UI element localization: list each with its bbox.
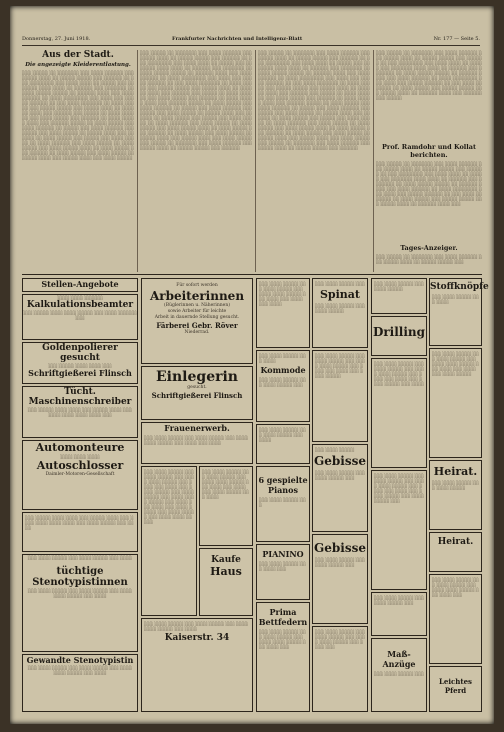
ad-automonteure: Automonteure ░░░░ ░░░░ ░░░░ Autoschlosser Daimler-Motoren-Gesellschaft xyxy=(22,440,138,510)
column-rule xyxy=(255,50,256,272)
ad-gebisse-1: ░░░ ░░░░ ░░░░░ Gebisse ░░░ ░░░░ ░░░░░ ░░░ ░░░░ ░░░░░ ░░░ xyxy=(312,444,368,532)
article-subtitle: Die angezeigte Kleiderentlastung. xyxy=(25,62,131,68)
ad-mass-anzuege: Maß-Anzüge ░░░ ░░░░ ░░░░░ ░░░ xyxy=(371,638,427,712)
ad-einlegerin: Einlegerin gesucht. Schriftgießerei Flinsch xyxy=(141,366,253,420)
ad-small-d1: ░░░ ░░░░ ░░░░░ ░░░ ░░░░ ░░░░░ ░░░ ░░░░ ░░░░ ░░░░░ ░░░ ░░░░ ░░░ ░░░░ ░░░ ░░░░ ░░░░░ xyxy=(312,350,368,442)
ad-arbeiterinnen: Für sofort werden Arbeiterinnen (Büglerinnen u. Näherinnen) sowie Arbeiter für leichte Arbeit in dauernde Stellung gesucht. Färberei Gebr. Röver Niederrad. xyxy=(141,278,253,364)
ad-heirat-2: Heirat. xyxy=(429,532,482,572)
ad-small-c2: ░░░ ░░░░ ░░░░░ ░░░ ░░░░ ░░░░░ ░░░ ░░░░ xyxy=(256,424,310,464)
ad-gebisse-2: Gebisse ░░░ ░░░░ ░░░░░ ░░░ ░░░░ ░░░░░ ░░░ xyxy=(312,534,368,624)
ad-heirat-1: Heirat. ░░░ ░░░░ ░░░░░ ░░░ ░░░░ ░░░░░ xyxy=(429,460,482,530)
ad-small-e2: ░░░ ░░░░ ░░░░░ ░░░ ░░░░ ░░░░░ ░░░ ░░░░ ░░░░ ░░░░░ ░░░ ░░░░ ░░░ ░░░░ ░░░ ░░░░ ░░░░░ ░░░ ░░░░ xyxy=(371,358,427,468)
ad-stoffknoepfe: Stoffknöpfe ░░░ ░░░░ ░░░░░ ░░░ ░░░░ xyxy=(429,278,482,346)
ad-small-e1: ░░░ ░░░░ ░░░░░ ░░░ ░░░░ ░░░░░ xyxy=(371,278,427,314)
ad-spinat: ░░░ ░░░░ ░░░░░ ░░░ Spinat ░░░ ░░░░ ░░░░░ ░░░ ░░░░ ░░░░░ xyxy=(312,278,368,348)
section-rule xyxy=(22,274,482,275)
ad-small-list-2: ░░░ ░░░░ ░░░░░ ░░░ ░░░░ ░░░░░ ░░░ ░░░░ ░░░░ ░░░░░ ░░░ ░░░░ ░░░ ░░░░ ░░░ ░░░░ ░░░░░ ░░░ ░░░░ xyxy=(199,466,253,546)
ad-pferd: Leichtes Pferd xyxy=(429,666,482,712)
article-body: ░░░ ░░░░░ ░░ ░░░░░░░ ░░░ ░░░░ ░░░░░░ ░░░ ░░░░░ ░░░░ ░░ ░░░░░ ░░░░░ ░░░ ░░░░░░ ░░ ░░░ ░░░░░░░░ ░░░ ░░░░ ░░░░ ░░ ░░░░░ ░░░ ░░░░░░░ ░░░░ ░░░░ ░░ ░░░░░░ ░░░ ░░░░░░░ ░░ ░░░░ ░░░░░ ░░░░░ ░░ ░░░░░░ ░░░░ ░░░ ░░░░ ░░░░░░ ░░ ░░░░ ░░░░░░░░ ░░░ ░░░░ ░░░ ░░░░░ ░░░░░░ ░░ ░░░ ░░░░ ░░░░░░░ ░░ ░░░░ ░░░░░ ░░░ ░░░░░ ░░░░░ ░░░ ░░░░░ ░░░░ ░░ ░░░░░░ ░░░░ ░░░ ░░░░░░ ░░░ ░░░░░ ░░ ░░░░ ░░░░░░ ░░░ ░░░░ ░░░░░ ░░░ ░░░░░░ ░░ ░░░░ ░░░░░ ░░░░ ░░░ ░░░░░░ ░░░░░ ░░ ░░░░ ░░░░░ ░░░ ░░░░ ░░░░░░ ░░ ░░░░░ ░░░ ░░░░ ░░░░░░ ░░░ ░░░░░ ░░░ ░░░░ ░░░░░ ░░ ░░░░░ ░░░░ ░░░ ░░░░░░ ░░ ░░░░ ░░░░░ ░░░ ░░░░░ ░░░ ░░░░ ░░░░░ ░░ ░░░░ ░░░░░░ ░░░ ░░░░ ░░░░░ ░░ ░░░░ ░░░░░ ░░░ ░░░░ ░░░░░ ░░░░ ░░ ░░░░ ░░░░░ ░░░ ░░░░░░ ░░ ░░░░ ░░░░░ ░░░ ░░░░ ░░░░░ ░░ ░░░░░ ░░░░ ░░░ ░░░░░ ░░░░ ░░░ ░░░░ ░░░░░ xyxy=(22,70,134,160)
ad-kaiserstr: ░░░ ░░░░ ░░░░░ ░░░ ░░░░ ░░░░░ ░░░ ░░░░ ░░░░ ░░░░░ ░░░ ░░░░ Kaiserstr. 34 xyxy=(141,618,253,712)
ad-small-e4: ░░░ ░░░░ ░░░░░ ░░░ ░░░░ ░░░░░ ░░░ xyxy=(371,592,427,636)
column-2 xyxy=(140,50,252,272)
article-body: ░░░ ░░░░░ ░░ ░░░░░░░ ░░░ ░░░░ ░░░░░░ ░░░ ░░░░░ ░░░░ ░░ ░░░░░ ░░░░░ ░░░ ░░░░░░ ░░ ░░░ ░░░░░░░░ ░░░ ░░░░ ░░░░ ░░ ░░░░░ ░░░ ░░░░░░░ ░░░░ ░░░░ ░░ ░░░░░░ ░░░ ░░░░░░░ ░░ ░░░░ ░░░░░ ░░░░░ ░░ ░░░░░░ ░░░░ ░░░ ░░░░ ░░░░░░ ░░ ░░░░ ░░░░░░░░ ░░░ ░░░░ ░░░ ░░░░░ ░░░░░░ ░░ ░░░ ░░░░ ░░░░░░░ ░░ ░░░░ ░░░░░ ░░░ ░░░░░ ░░░░░ ░░░ ░░░░░ ░░░░ ░░ ░░░░░░ ░░░░ ░░░ ░░░░░░ ░░░ ░░░░░ xyxy=(376,50,482,100)
article-body: ░░░ ░░░░░ ░░ ░░░░░░░ ░░░ ░░░░ ░░░░░░ ░░░ ░░░░░ ░░░░ ░░ ░░░░░ ░░░░░ ░░░ ░░░░░░ ░░ ░░░ ░░░░░░░░ ░░░ ░░░░ ░░░░ ░░ ░░░░░ ░░░ ░░░░░░░ ░░░░ ░░░░ ░░ ░░░░░░ ░░░ ░░░░░░░ ░░ ░░░░ ░░░░░ ░░░░░ ░░ ░░░░░░ ░░░░ ░░░ ░░░░ ░░░░░░ ░░ ░░░░ ░░░░░░░░ ░░░ ░░░░ ░░░ ░░░░░ ░░░░░░ ░░ ░░░ ░░░░ ░░░░░░░ ░░ ░░░░ ░░░░░ ░░░ ░░░░░ ░░░░░ ░░░ ░░░░░ ░░░░ ░░ ░░░░░░ ░░░░ ░░░ ░░░░░░ ░░░ ░░░░░ ░░ ░░░░ ░░░░░░ ░░░ ░░░░ ░░░░░ ░░░ ░░░░░░ ░░ ░░░░ ░░░░░ ░░░░ ░░░ ░░░░░░ ░░░░░ ░░ ░░░░ ░░░░░ ░░░ ░░░░ ░░░░░░ ░░ ░░░░░ ░░░ ░░░░ ░░░░░░ ░░░ ░░░░░ ░░░ ░░░░ ░░░░░ ░░ ░░░░░ ░░░░ ░░░ ░░░░░░ ░░ ░░░░ ░░░░░ ░░░ ░░░░░ ░░░ ░░░░ ░░░░░ ░░ ░░░░ ░░░░░░ ░░░ ░░░░ ░░░░░ ░░ ░░░░ ░░░░░ ░░░ ░░░░ ░░░░░ ░░░░ ░░ ░░░░ ░░░░░ ░░░ ░░░░░░ ░░ ░░░░ ░░░░░ ░░░ ░░░░ ░░░░░ ░░ ░░░░░ ░░░░ ░░░ ░░░░░ ░░░░ ░░░ ░░░░ ░░░░░ ░░░ ░░░░░ ░░ ░░░░░░░ ░░░ ░░░░ ░░░░░░ ░░░ ░░░░░ ░░░░ ░░ ░░░░░ ░░░░░ ░░░ ░░░░░░ xyxy=(140,50,252,150)
ad-maschinenschreiber: Tücht. Maschinenschreiber ░░░ ░░░░░ ░░░░ ░░░░ ░░░ ░░░░░ ░░░░ ░░░ ░░░░ ░░░░ ░░░░ ░░░░ ░░░ xyxy=(22,386,138,438)
ad-small-1: ░░░ ░░░░░ ░░░░ ░░░░ ░░░ ░░░░░ ░░░░ ░░░ ░░░░ ░░░░ ░░░░ ░░░░ ░░░ ░░░░ ░░░░░ ░░░ ░░░░ xyxy=(22,512,138,552)
article-title: Prof. Ramdohr und Kollat berichten. xyxy=(382,143,476,159)
article-title: Aus der Stadt. xyxy=(42,50,114,60)
column-1 xyxy=(22,50,134,272)
ad-frauenerwerb: Frauenerwerb. ░░░ ░░░░ ░░░░░ ░░░ ░░░░ ░░░░░ ░░░ ░░░░ ░░░░ ░░░░░ ░░░ ░░░░ ░░░ ░░░░ xyxy=(141,422,253,464)
masthead: Frankfurter Nachrichten und Intelligenz-Blatt xyxy=(172,36,303,42)
ad-kalkulation: ░░░░ ░░░░ ░░░░░░ Kalkulationsbeamter ░░░ ░░░░░ ░░░░ ░░░░ ░░░░░ ░░░ ░░░░ ░░░░░░ ░░░ xyxy=(22,294,138,340)
ad-small-e3: ░░░ ░░░░ ░░░░░ ░░░ ░░░░ ░░░░░ ░░░ ░░░░ ░░░░ ░░░░░ ░░░ ░░░░ ░░░ ░░░░ ░░░ ░░░░ ░░░░░ ░░░ ░░░░ ░░░░░ ░░░ xyxy=(371,470,427,590)
newspaper-page xyxy=(10,6,494,724)
ad-small-f1: ░░░ ░░░░ ░░░░░ ░░░ ░░░░ ░░░░░ ░░░ ░░░░ ░░░░ ░░░░░ ░░░ ░░░░ ░░░ ░░░░ ░░░ ░░░░ ░░░░░ xyxy=(429,348,482,458)
column-rule xyxy=(373,50,374,272)
ad-stellen: Stellen-Angebote xyxy=(22,278,138,292)
article-body: ░░░ ░░░░░ ░░ ░░░░░░░ ░░░ ░░░░ ░░░░░░ ░░░ ░░░░░ ░░░░ ░░ ░░░░░ ░░░░░ ░░░ xyxy=(376,254,482,264)
ad-stenotypistinnen: ░░░ ░░░░ ░░░░░ ░░░ ░░░░ ░░░░░ ░░░ ░░░░ tüchtige Stenotypistinnen ░░░ ░░░░ ░░░░░ ░░░ ░░░░ ░░░░░ ░░░ ░░░░ ░░░░ ░░░░░ ░░░ ░░░░ xyxy=(22,554,138,652)
column-4 xyxy=(376,50,482,272)
ad-kaufe: Kaufe Haus xyxy=(199,548,253,616)
ad-small-c1: ░░░ ░░░░ ░░░░░ ░░░ ░░░░ ░░░░░ ░░░ ░░░░ ░░░░ ░░░░░ ░░░ ░░░░ ░░░ ░░░░ ░░░ ░░░░ xyxy=(256,278,310,348)
ad-bettfedern: Prima Bettfedern ░░░ ░░░░ ░░░░░ ░░░ ░░░░ ░░░░░ ░░░ ░░░░ ░░░░ ░░░░░ ░░░ ░░░░ ░░░ xyxy=(256,602,310,712)
ad-pianino: PIANINO ░░░ ░░░░ ░░░░░ ░░░ ░░░░ ░░░ xyxy=(256,544,310,600)
page-header xyxy=(22,36,480,46)
ad-small-f2: ░░░ ░░░░ ░░░░░ ░░░ ░░░░ ░░░░░ ░░░ ░░░░ ░░░░ ░░░░░ ░░░ ░░░░ ░░░ xyxy=(429,574,482,664)
ad-kommode: ░░░ ░░░░ ░░░░░ ░░░ ░░░░ Kommode ░░░ ░░░░ ░░░░░ ░░░ ░░░░ ░░░░░ ░░░ xyxy=(256,350,310,422)
article-body: ░░░ ░░░░░ ░░ ░░░░░░░ ░░░ ░░░░ ░░░░░░ ░░░ ░░░░░ ░░░░ ░░ ░░░░░ ░░░░░ ░░░ ░░░░░░ ░░ ░░░ ░░░░░░░░ ░░░ ░░░░ ░░░░ ░░ ░░░░░ ░░░ ░░░░░░░ ░░░░ ░░░░ ░░ ░░░░░░ ░░░ ░░░░░░░ ░░ ░░░░ ░░░░░ ░░░░░ ░░ ░░░░░░ ░░░░ ░░░ ░░░░ ░░░░░░ ░░ ░░░░ ░░░░░░░░ ░░░ ░░░░ ░░░ ░░░░░ ░░░░░░ ░░ ░░░ ░░░░ ░░░░░░░ ░░ ░░░░ ░░░░░ ░░░ ░░░░░ ░░░░░ ░░░ ░░░░░ ░░░░ ░░ ░░░░░░ ░░░░ ░░░ xyxy=(376,161,482,206)
page-number: Nr. 177 — Seite 5. xyxy=(433,36,480,42)
ad-small-list-1: ░░░ ░░░░ ░░░░░ ░░░ ░░░░ ░░░░░ ░░░ ░░░░ ░░░░ ░░░░░ ░░░ ░░░░ ░░░ ░░░░ ░░░ ░░░░ ░░░░░ ░░░ ░░░░ ░░░░░ ░░░ ░░░░ ░░░░ ░░░░░ ░░░ ░░░░ ░░░ ░░░░ ░░░ ░░░░ ░░░░░ ░░░ ░░░░ ░░░░░ ░░░ ░░░░ ░░░░ ░░░░░ xyxy=(141,466,197,616)
article-body: ░░░ ░░░░░ ░░ ░░░░░░░ ░░░ ░░░░ ░░░░░░ ░░░ ░░░░░ ░░░░ ░░ ░░░░░ ░░░░░ ░░░ ░░░░░░ ░░ ░░░ ░░░░░░░░ ░░░ ░░░░ ░░░░ ░░ ░░░░░ ░░░ ░░░░░░░ ░░░░ ░░░░ ░░ ░░░░░░ ░░░ ░░░░░░░ ░░ ░░░░ ░░░░░ ░░░░░ ░░ ░░░░░░ ░░░░ ░░░ ░░░░ ░░░░░░ ░░ ░░░░ ░░░░░░░░ ░░░ ░░░░ ░░░ ░░░░░ ░░░░░░ ░░ ░░░ ░░░░ ░░░░░░░ ░░ ░░░░ ░░░░░ ░░░ ░░░░░ ░░░░░ ░░░ ░░░░░ ░░░░ ░░ ░░░░░░ ░░░░ ░░░ ░░░░░░ ░░░ ░░░░░ ░░ ░░░░ ░░░░░░ ░░░ ░░░░ ░░░░░ ░░░ ░░░░░░ ░░ ░░░░ ░░░░░ ░░░░ ░░░ ░░░░░░ ░░░░░ ░░ ░░░░ ░░░░░ ░░░ ░░░░ ░░░░░░ ░░ ░░░░░ ░░░ ░░░░ ░░░░░░ ░░░ ░░░░░ ░░░ ░░░░ ░░░░░ ░░ ░░░░░ ░░░░ ░░░ ░░░░░░ ░░ ░░░░ ░░░░░ ░░░ ░░░░░ ░░░ ░░░░ ░░░░░ ░░ ░░░░ ░░░░░░ ░░░ ░░░░ ░░░░░ ░░ ░░░░ ░░░░░ ░░░ ░░░░ ░░░░░ ░░░░ ░░ ░░░░ ░░░░░ ░░░ ░░░░░░ ░░ ░░░░ ░░░░░ ░░░ ░░░░ ░░░░░ ░░ ░░░░░ ░░░░ ░░░ ░░░░░ ░░░░ ░░░ ░░░░ ░░░░░ ░░░ ░░░░░ ░░ ░░░░░░░ ░░░ ░░░░ ░░░░░░ ░░░ ░░░░░ ░░░░ ░░ ░░░░░ ░░░░░ ░░░ ░░░░░░ xyxy=(258,50,370,150)
ad-goldenpolierer: Goldenpolierer gesucht ░░░ ░░░░░ ░░░░ ░░░░ ░░░ Schriftgießerei Flinsch xyxy=(22,342,138,384)
column-rule xyxy=(137,50,138,272)
column-3 xyxy=(258,50,370,272)
header-date: Donnerstag, 27. Juni 1918. xyxy=(22,36,91,42)
ad-small-d2: ░░░ ░░░░ ░░░░░ ░░░ ░░░░ ░░░░░ ░░░ ░░░░ ░░░░ ░░░░░ ░░░ ░░░░ ░░░ xyxy=(312,626,368,712)
ad-pianos: 6 gespielte Pianos ░░░ ░░░░ ░░░░░ ░░░ xyxy=(256,466,310,542)
ad-drilling: Drilling xyxy=(371,316,427,356)
article-title: Tages-Anzeiger. xyxy=(400,244,458,252)
ad-gewandte: Gewandte Stenotypistin ░░░ ░░░░ ░░░░░ ░░░ ░░░░ ░░░░░ ░░░ ░░░░ ░░░░ ░░░░░ ░░░ ░░░░ xyxy=(22,654,138,712)
